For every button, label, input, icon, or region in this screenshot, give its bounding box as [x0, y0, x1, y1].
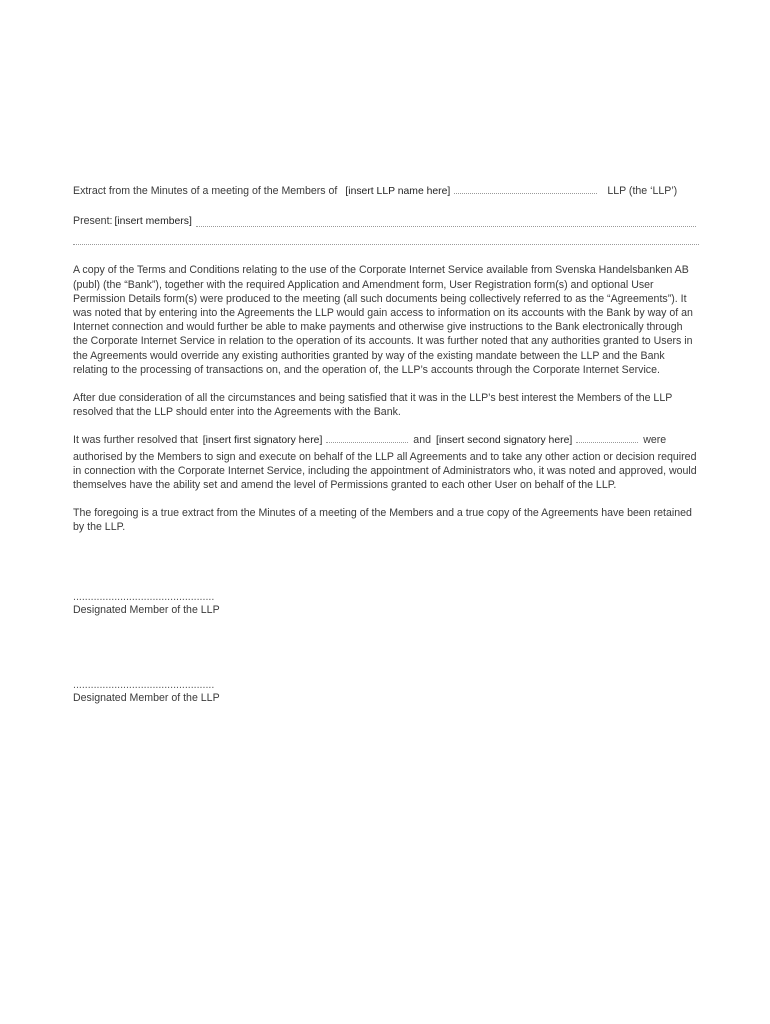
resolved-paragraph: After due consideration of all the circumstances and being satisfied that it was in the LLP’s best interest the Members of the LLP resolved that the LLP should enter into the Agreements with the Bank.: [73, 392, 673, 419]
signatories-paragraph: [73, 433, 699, 492]
members-field[interactable]: [insert members]: [112, 214, 193, 230]
second-signatory-field[interactable]: [insert second signatory here]: [434, 433, 574, 449]
first-signatory-field[interactable]: [insert first signatory here]: [201, 433, 325, 449]
signatories-prefix: It was further resolved that: [73, 434, 198, 447]
signature-block-2: [73, 679, 699, 705]
llp-name-dotted-line: [454, 192, 597, 194]
signature-block-1: [73, 591, 699, 617]
signature-label-1: Designated Member of the LLP: [73, 603, 220, 616]
foregoing-paragraph: The foregoing is a true extract from the Minutes of a meeting of the Members and a true copy of the Agreements have been retained by the LLP.: [73, 507, 692, 534]
header-line: [73, 184, 699, 200]
second-signatory-dotted-line: [576, 441, 638, 443]
present-line: [73, 214, 699, 230]
members-dotted-line: [196, 225, 696, 227]
minutes-extract-document: [73, 184, 699, 705]
present-label: Present:: [73, 215, 113, 228]
first-signatory-dotted-line: [326, 441, 408, 443]
signature-line-2[interactable]: ................................................: [73, 678, 215, 691]
signature-line-1[interactable]: ................................................: [73, 590, 215, 603]
header-suffix: LLP (the ‘LLP’): [607, 185, 678, 197]
llp-name-field[interactable]: [insert LLP name here]: [343, 184, 452, 200]
and-text: and: [413, 434, 431, 447]
were-text: were: [643, 434, 667, 447]
signature-label-2: Designated Member of the LLP: [73, 691, 220, 704]
header-prefix: Extract from the Minutes of a meeting of the Members of: [73, 185, 338, 197]
signatories-rest: authorised by the Members to sign and execute on behalf of the LLP all Agreements and to take any other action or decision required in connection with the Corporate Internet Service, including the appointment of Administrators who, it was noted and approved, would themselves have the ability set and amend the level of Permissions granted to each other User on behalf of the LLP.: [73, 450, 697, 492]
agreements-paragraph: A copy of the Terms and Conditions relating to the use of the Corporate Internet Service available from Svenska Handelsbanken AB (publ) (the “Bank”), together with the required Application and Amendment form, User Registration form(s) and optional User Permission Details form(s) were produced to the meeting (all such documents being collectively referred to as the “Agreements”). It was noted that by entering into the Agreements the LLP would gain access to information on its accounts with the Bank by way of an Internet connection and would further be able to make payments and otherwise give instructions to the Bank electronically through the Corporate Internet Service in relation to the operation of its accounts. It was further noted that any authorities granted to Users in the Agreements would override any existing authorities granted by way of the existing mandate between the LLP and the Bank relating to the processing of transactions on, and the operation of, the LLP’s accounts through the Corporate Internet Service.: [73, 264, 693, 376]
members-continuation-dotted-line: [73, 234, 699, 245]
